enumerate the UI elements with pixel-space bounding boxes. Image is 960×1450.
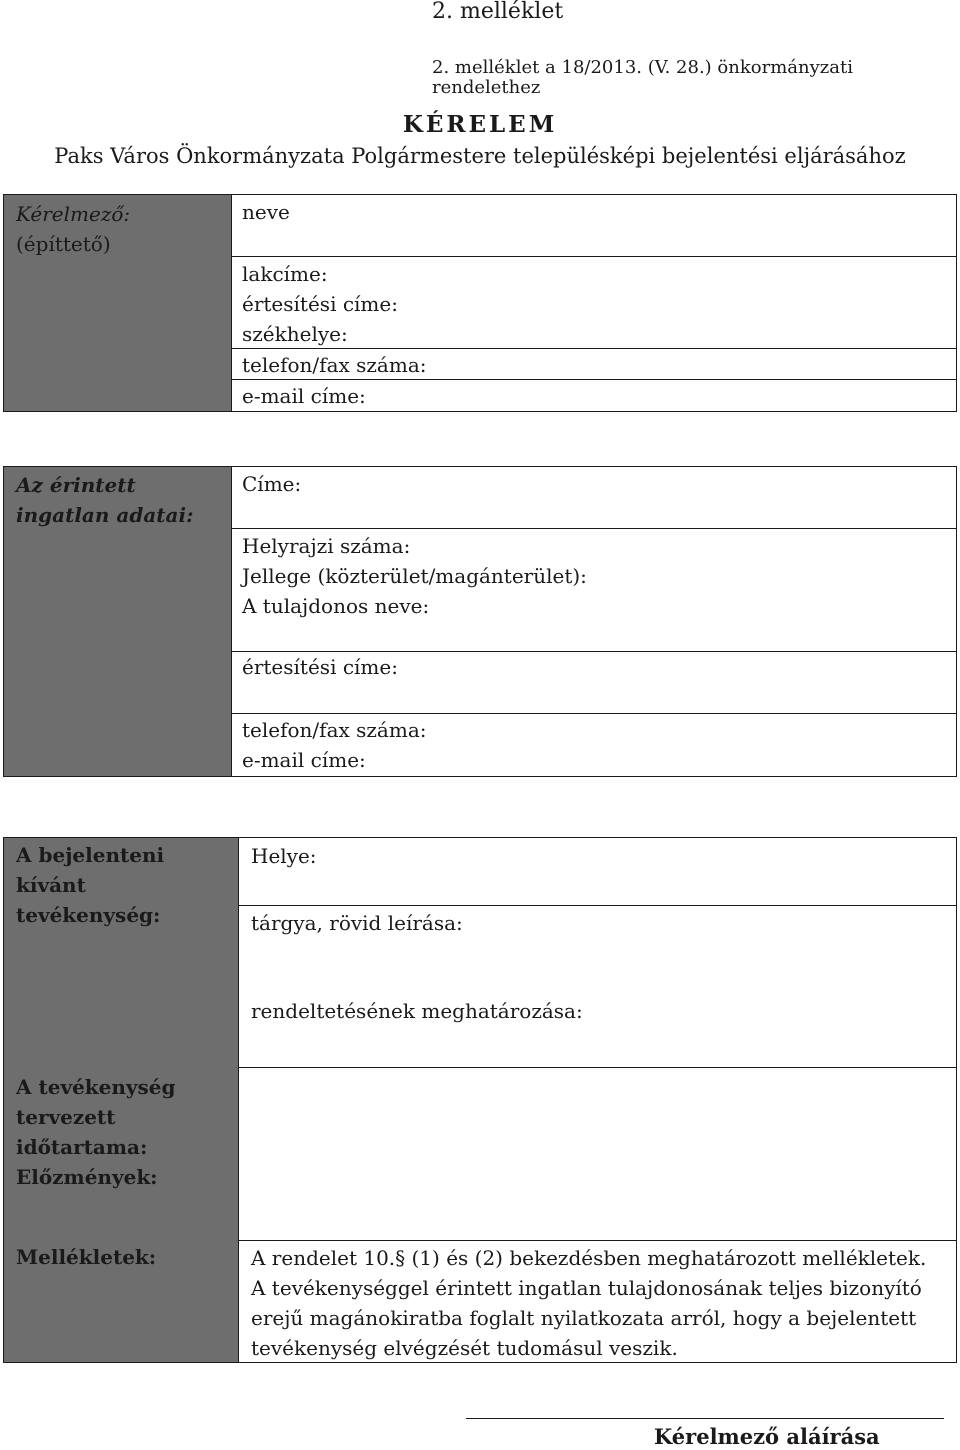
property-owner-field[interactable] bbox=[232, 589, 956, 652]
field-label: Helye: bbox=[251, 844, 317, 868]
attachments-label-cell bbox=[4, 1240, 239, 1362]
attachments-label: Mellékletek: bbox=[16, 1245, 157, 1269]
property-label-sub: ingatlan adatai: bbox=[16, 503, 194, 527]
attachments-line: erejű magánokiratba foglalt nyilatkozata arról, hogy a bejelentett bbox=[251, 1306, 917, 1330]
property-lot-number-field[interactable] bbox=[232, 529, 956, 559]
duration-label-3: időtartama: bbox=[16, 1135, 148, 1159]
field-label: telefon/fax száma: bbox=[242, 353, 427, 377]
form-subtitle: Paks Város Önkormányzata Polgármestere településképi bejelentési eljárásához bbox=[54, 144, 906, 168]
property-phone-field[interactable] bbox=[232, 714, 956, 744]
applicant-address-field[interactable] bbox=[232, 257, 956, 287]
field-label: Jellege (közterület/magánterület): bbox=[242, 564, 587, 588]
property-notify-address-field[interactable] bbox=[232, 652, 956, 714]
activity-subject-field[interactable] bbox=[239, 906, 956, 1068]
property-email-field[interactable] bbox=[232, 744, 956, 775]
signature-label: Kérelmező aláírása bbox=[654, 1424, 880, 1449]
activity-label-2: kívánt bbox=[16, 873, 86, 897]
attachments-line: A tevékenységgel érintett ingatlan tulajdonosának teljes bizonyító bbox=[251, 1276, 922, 1300]
field-label: értesítési címe: bbox=[242, 292, 398, 316]
field-label: rendeltetésének meghatározása: bbox=[251, 999, 583, 1023]
applicant-seat-field[interactable] bbox=[232, 317, 956, 349]
applicant-notify-address-field[interactable] bbox=[232, 287, 956, 317]
applicant-label-cell bbox=[4, 195, 232, 411]
attachments-text bbox=[239, 1240, 956, 1361]
property-label: Az érintett bbox=[16, 473, 136, 497]
attachments-line: tevékenység elvégzését tudomásul veszik. bbox=[251, 1336, 678, 1360]
field-label: Címe: bbox=[242, 472, 302, 496]
attachments-line: A rendelet 10.§ (1) és (2) bekezdésben meghatározott mellékletek. bbox=[251, 1246, 927, 1270]
property-section bbox=[3, 466, 957, 777]
field-label: székhelye: bbox=[242, 322, 348, 346]
annex-reference: 2. melléklet a 18/2013. (V. 28.) önkormányzati rendelethez bbox=[432, 57, 853, 98]
duration-history-field[interactable] bbox=[239, 1068, 956, 1240]
annex-number: 2. melléklet bbox=[432, 0, 564, 24]
activity-section bbox=[3, 837, 957, 1363]
field-label: Helyrajzi száma: bbox=[242, 534, 411, 558]
applicant-section bbox=[3, 194, 957, 412]
field-label: tárgya, rövid leírása: bbox=[251, 911, 463, 935]
applicant-name-field[interactable] bbox=[232, 195, 956, 257]
field-label: e-mail címe: bbox=[242, 748, 366, 772]
field-label: értesítési címe: bbox=[242, 655, 398, 679]
duration-label: A tevékenység bbox=[16, 1075, 176, 1099]
activity-location-field[interactable] bbox=[239, 838, 956, 906]
signature-line bbox=[466, 1418, 944, 1419]
applicant-email-field[interactable] bbox=[232, 380, 956, 410]
field-label: lakcíme: bbox=[242, 262, 328, 286]
duration-label-2: tervezett bbox=[16, 1105, 116, 1129]
applicant-label-sub: (építtető) bbox=[16, 232, 111, 256]
form-title: KÉRELEM bbox=[402, 111, 558, 138]
field-label: telefon/fax száma: bbox=[242, 718, 427, 742]
field-label: e-mail címe: bbox=[242, 384, 366, 408]
property-label-cell bbox=[4, 467, 232, 776]
history-label: Előzmények: bbox=[16, 1165, 158, 1189]
field-label: A tulajdonos neve: bbox=[242, 594, 430, 618]
applicant-label: Kérelmező: bbox=[16, 202, 131, 226]
field-label: neve bbox=[242, 200, 290, 224]
applicant-phone-field[interactable] bbox=[232, 349, 956, 380]
property-address-field[interactable] bbox=[232, 467, 956, 529]
activity-label-3: tevékenység: bbox=[16, 903, 161, 927]
property-type-field[interactable] bbox=[232, 559, 956, 589]
activity-label: A bejelenteni bbox=[16, 843, 165, 867]
activity-label-cell bbox=[4, 838, 239, 1240]
